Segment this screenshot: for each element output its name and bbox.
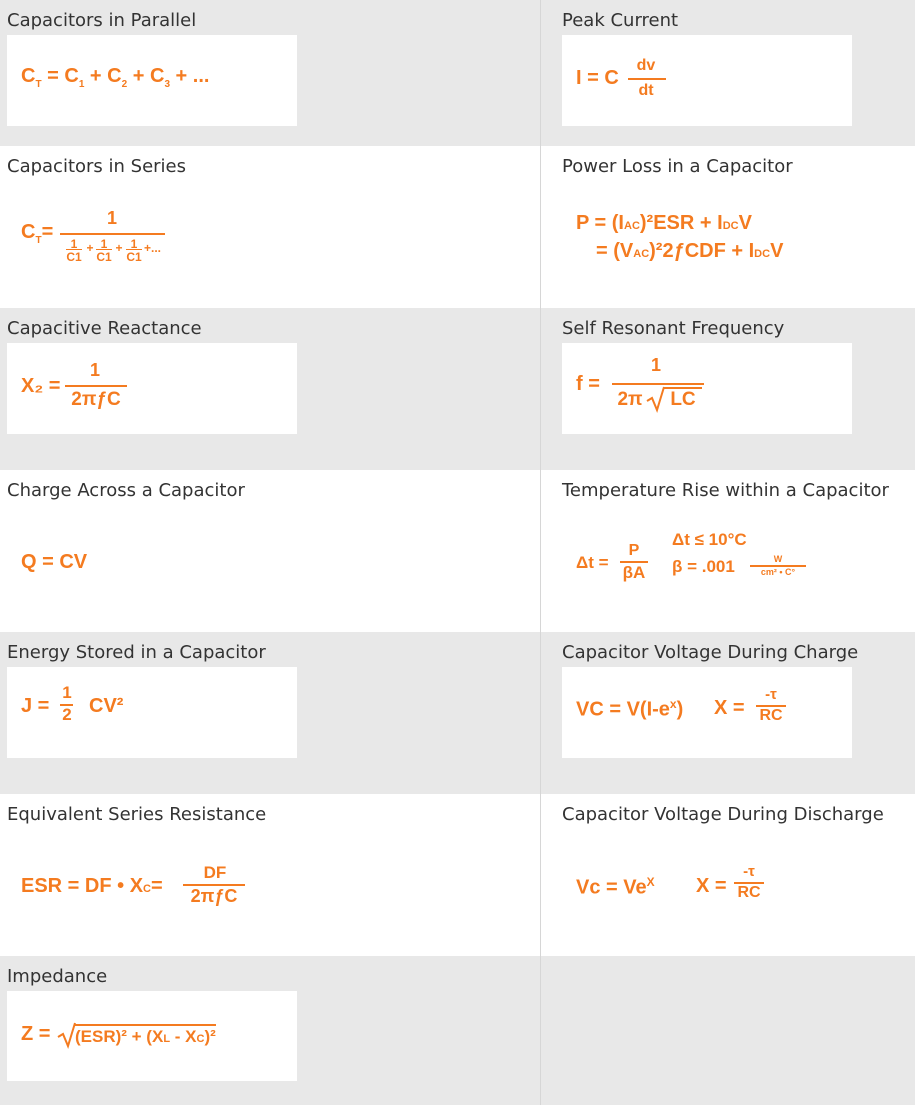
formula-lhs: Z = xyxy=(21,1023,51,1045)
fraction-numerator: dv xyxy=(636,57,656,74)
cell-self-resonant xyxy=(541,308,915,470)
cell-energy-stored xyxy=(0,632,541,794)
formula-box xyxy=(562,181,852,272)
cell-title: Power Loss in a Capacitor xyxy=(562,156,793,177)
sub-fraction-1: $\frac{1}{C1}$ xyxy=(66,237,82,264)
cell-capacitors-parallel xyxy=(0,0,541,162)
formula-lhs: X₂ = xyxy=(21,375,61,397)
formula-rhs: CV² xyxy=(89,695,124,717)
fraction-numerator: -τ xyxy=(765,686,777,703)
formula-x: X = xyxy=(696,875,727,897)
dots: +... xyxy=(144,241,162,255)
formula-box xyxy=(562,829,852,920)
formula-lhs: Δt = xyxy=(576,553,609,572)
formula-box xyxy=(562,667,852,758)
cell-title: Peak Current xyxy=(562,10,679,31)
fraction-numerator: P xyxy=(628,542,640,559)
cell-title: Equivalent Series Resistance xyxy=(7,804,267,825)
cell-title: Impedance xyxy=(7,966,108,987)
cell-esr xyxy=(0,794,541,956)
formula-box xyxy=(562,35,852,126)
cell-peak-current xyxy=(541,0,915,162)
row-7 xyxy=(0,956,915,1105)
cell-title: Temperature Rise within a Capacitor xyxy=(562,480,889,501)
fraction-numerator: DF xyxy=(203,863,227,882)
cell-capacitors-series xyxy=(0,146,541,308)
fraction-denominator: 2πƒC xyxy=(71,389,121,410)
fraction-numerator: 1 xyxy=(106,208,117,228)
formula-line-1: P = (IAC)²ESR + IDCV xyxy=(576,212,752,234)
cell-title: Capacitor Voltage During Charge xyxy=(562,642,859,663)
radicand: (ESR)² + (XL - XC)² xyxy=(75,1024,216,1047)
formula-charge: Q = CV xyxy=(21,551,88,573)
cell-impedance xyxy=(0,956,541,1105)
cell-title: Capacitors in Series xyxy=(7,156,187,177)
formula-box xyxy=(7,829,297,920)
fraction-denominator: RC xyxy=(759,707,783,724)
cell-title: Energy Stored in a Capacitor xyxy=(7,642,266,663)
formula-lhs: J = xyxy=(21,695,50,717)
formula-lhs: $C_T=$ xyxy=(21,221,54,246)
cell-title: Capacitive Reactance xyxy=(7,318,202,339)
unit-numerator: W xyxy=(773,554,783,564)
cell-title: Charge Across a Capacitor xyxy=(7,480,245,501)
row-1 xyxy=(0,0,915,162)
formula-box xyxy=(7,505,297,596)
cell-capacitive-reactance xyxy=(0,308,541,470)
cell-empty xyxy=(541,956,915,1105)
fraction-numerator: 1 xyxy=(62,683,72,702)
fraction-denominator-b: LC xyxy=(664,387,702,411)
row-2 xyxy=(0,146,915,308)
fraction-denominator: dt xyxy=(638,82,654,99)
unit-denominator: cm² • C° xyxy=(760,567,796,577)
formula-lhs: I = C xyxy=(576,67,619,89)
cell-voltage-charge xyxy=(541,632,915,794)
sub-fraction-3: $\frac{1}{C1}$ xyxy=(126,237,142,264)
formula-x: X = xyxy=(714,697,745,719)
fraction-bar xyxy=(60,233,165,235)
formula-box xyxy=(7,991,297,1081)
row-3 xyxy=(0,308,915,470)
cell-title: Capacitors in Parallel xyxy=(7,10,197,31)
cell-charge xyxy=(0,470,541,632)
formula-box xyxy=(562,505,852,596)
formula-lhs: VC = $V(I-e^x)$ xyxy=(576,697,684,721)
row-4 xyxy=(0,470,915,632)
fraction-bar xyxy=(628,78,666,80)
condition-line-1: Δt ≤ 10°C xyxy=(672,530,747,549)
row-5 xyxy=(0,632,915,794)
formula-parallel: $C_T = C_1 + C_2 + C_3$ + ... xyxy=(21,65,210,90)
formula-box xyxy=(7,35,297,126)
fraction-denominator: RC xyxy=(737,884,761,901)
cell-temperature-rise xyxy=(541,470,915,632)
cell-voltage-discharge xyxy=(541,794,915,956)
fraction-bar xyxy=(65,385,127,387)
cell-title: Self Resonant Frequency xyxy=(562,318,785,339)
plus-sign: + xyxy=(86,241,94,255)
fraction-numerator: 1 xyxy=(89,360,100,380)
formula-box xyxy=(562,343,852,434)
formula-box xyxy=(7,181,297,272)
cell-power-loss xyxy=(541,146,915,308)
formula-box xyxy=(7,343,297,434)
fraction-numerator: 1 xyxy=(650,355,661,375)
sqrt-icon xyxy=(57,1021,77,1049)
formula-box xyxy=(7,667,297,758)
plus-sign: + xyxy=(115,241,123,255)
condition-line-2: β = .001 xyxy=(672,557,735,576)
formula-lhs: f = xyxy=(576,373,600,395)
formula-lhs: $Vc = Ve^X$ xyxy=(576,875,655,899)
sub-fraction-2: $\frac{1}{C1}$ xyxy=(96,237,112,264)
fraction-denominator: 2πƒC xyxy=(190,886,238,906)
fraction-denominator: βA xyxy=(622,563,646,582)
formula-lhs: ESR = DF • XC= xyxy=(21,875,163,897)
formula-line-2: = (VAC)²2ƒCDF + IDCV xyxy=(596,240,784,262)
fraction-denominator: 2 xyxy=(62,705,72,724)
fraction-numerator: -τ xyxy=(743,863,755,880)
cell-title: Capacitor Voltage During Discharge xyxy=(562,804,884,825)
row-6 xyxy=(0,794,915,956)
fraction-denominator-a: 2π xyxy=(617,389,643,410)
sqrt-icon xyxy=(646,385,666,413)
